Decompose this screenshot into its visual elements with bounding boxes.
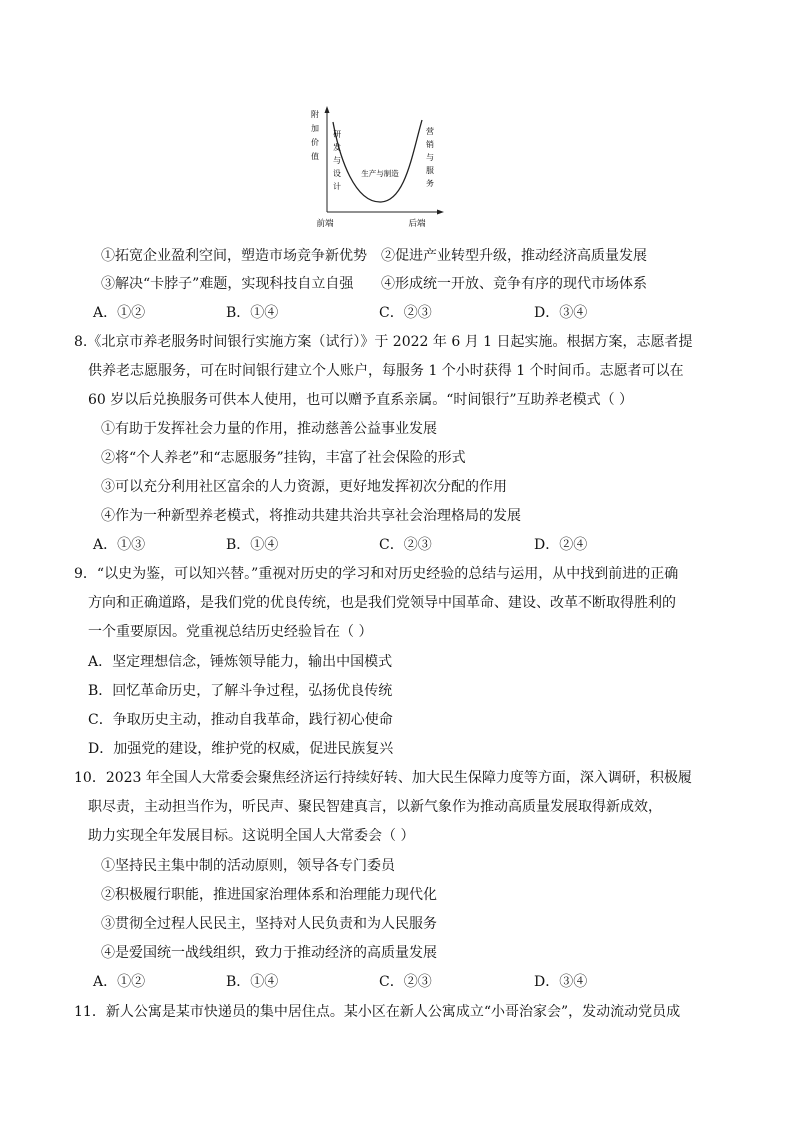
q9-option-c: C．争取历史主动，推动自我革命，践行初心使命	[88, 712, 393, 728]
smile-curve	[333, 120, 422, 202]
right-stage-label-char: 销	[426, 140, 434, 149]
q7-option-c: C．②③	[379, 305, 432, 321]
x-axis-arrow	[437, 210, 444, 215]
q8-option-c: C．②③	[379, 537, 432, 553]
right-stage-label-char: 营	[426, 127, 434, 136]
q8-item: ①有助于发挥社会力量的作用，推动慈善公益事业发展	[101, 421, 437, 437]
q7-item: ③解决“卡脖子”难题，实现科技自立自强	[101, 276, 354, 292]
q10-option-d: D．③④	[534, 974, 588, 990]
q10-item: ②积极履行职能，推进国家治理体系和治理能力现代化	[101, 887, 437, 903]
q8-item: ②将“个人养老”和“志愿服务”挂钩，丰富了社会保险的形式	[101, 450, 466, 466]
q7-item: ①拓宽企业盈利空间，塑造市场竞争新优势	[101, 248, 367, 264]
q7-option-d: D．③④	[534, 305, 588, 321]
q9-option-d: D．加强党的建设，维护党的权威，促进民族复兴	[88, 741, 394, 757]
x-axis-left-label: 前端	[316, 219, 334, 229]
q8-item: ③可以充分利用社区富余的人力资源，更好地发挥初次分配的作用	[101, 479, 507, 495]
y-axis-label-char: 价	[311, 138, 319, 147]
left-stage-label-char: 研	[333, 130, 341, 139]
smile-curve-figure	[300, 100, 450, 235]
q10-option-a: A．①②	[93, 974, 146, 990]
left-stage-label-char: 发	[333, 143, 341, 152]
q8-option-b: B．①④	[226, 537, 279, 553]
q10-stem-line: 10．2023 年全国人大常委会聚焦经济运行持续好转、加大民生保障力度等方面，深入调研，积极履	[74, 770, 692, 786]
q10-item: ③贯彻全过程人民民主，坚持对人民负责和为人民服务	[101, 916, 437, 932]
q8-stem-line: 供养老志愿服务，可在时间银行建立个人账户，每服务 1 个小时获得 1 个时间币。志愿者可以在	[88, 363, 684, 379]
q10-option-c: C．②③	[379, 974, 432, 990]
q8-option-a: A．①③	[93, 537, 146, 553]
q7-item: ④形成统一开放、竞争有序的现代市场体系	[381, 276, 647, 292]
q10-stem-line: 助力实现全年发展目标。这说明全国人大常委会（ ）	[88, 828, 415, 844]
q7-option-a: A．①②	[93, 305, 146, 321]
middle-stage-label: 生产与制造	[361, 169, 399, 178]
q9-option-a: A．坚定理想信念，锤炼领导能力，输出中国模式	[88, 654, 393, 670]
y-axis-label-char: 加	[311, 124, 319, 133]
q8-item: ④作为一种新型养老模式，将推动共建共治共享社会治理格局的发展	[101, 508, 521, 524]
q8-stem-line: 60 岁以后兑换服务可供本人使用，也可以赠予直系亲属。“时间银行”互助养老模式（ ）	[88, 392, 634, 408]
q7-item: ②促进产业转型升级，推动经济高质量发展	[381, 248, 647, 264]
y-axis-label-char: 值	[311, 152, 319, 161]
x-axis-right-label: 后端	[408, 219, 426, 229]
q9-stem-line: 方向和正确道路，是我们党的优良传统，也是我们党领导中国革命、建设、改革不断取得胜利的	[88, 595, 676, 611]
right-stage-label-char: 服	[426, 166, 434, 175]
q8-stem-line: 8.《北京市养老服务时间银行实施方案（试行）》于 2022 年 6 月 1 日起实施。根据方案，志愿者提	[74, 334, 693, 350]
q9-stem-line: 一个重要原因。党重视总结历史经验旨在（ ）	[88, 624, 373, 640]
left-stage-label-char: 设	[333, 169, 341, 178]
q10-item: ④是爱国统一战线组织，致力于推动经济的高质量发展	[101, 945, 437, 961]
left-stage-label-char: 与	[333, 156, 341, 165]
q10-option-b: B．①④	[226, 974, 279, 990]
right-stage-label-char: 务	[426, 179, 434, 188]
q10-stem-line: 职尽责，主动担当作为，听民声、聚民智建真言，以新气象作为推动高质量发展取得新成效，	[88, 799, 662, 815]
y-axis-label-char: 附	[311, 110, 319, 119]
q11-stem-line: 11．新人公寓是某市快递员的集中居住点。某小区在新人公寓成立“小哥治家会”，发动流动党员成	[74, 1004, 681, 1020]
right-stage-label-char: 与	[426, 153, 434, 162]
q9-option-b: B．回忆革命历史，了解斗争过程，弘扬优良传统	[88, 683, 393, 699]
y-axis-arrow	[325, 106, 330, 113]
left-stage-label-char: 计	[333, 182, 341, 191]
q8-option-d: D．②④	[534, 537, 588, 553]
q7-option-b: B．①④	[226, 305, 279, 321]
q9-stem-line: 9．“以史为鉴，可以知兴替。”重视对历史的学习和对历史经验的总结与运用，从中找到前进的正确	[74, 566, 679, 582]
q10-item: ①坚持民主集中制的活动原则，领导各专门委员	[101, 858, 395, 874]
